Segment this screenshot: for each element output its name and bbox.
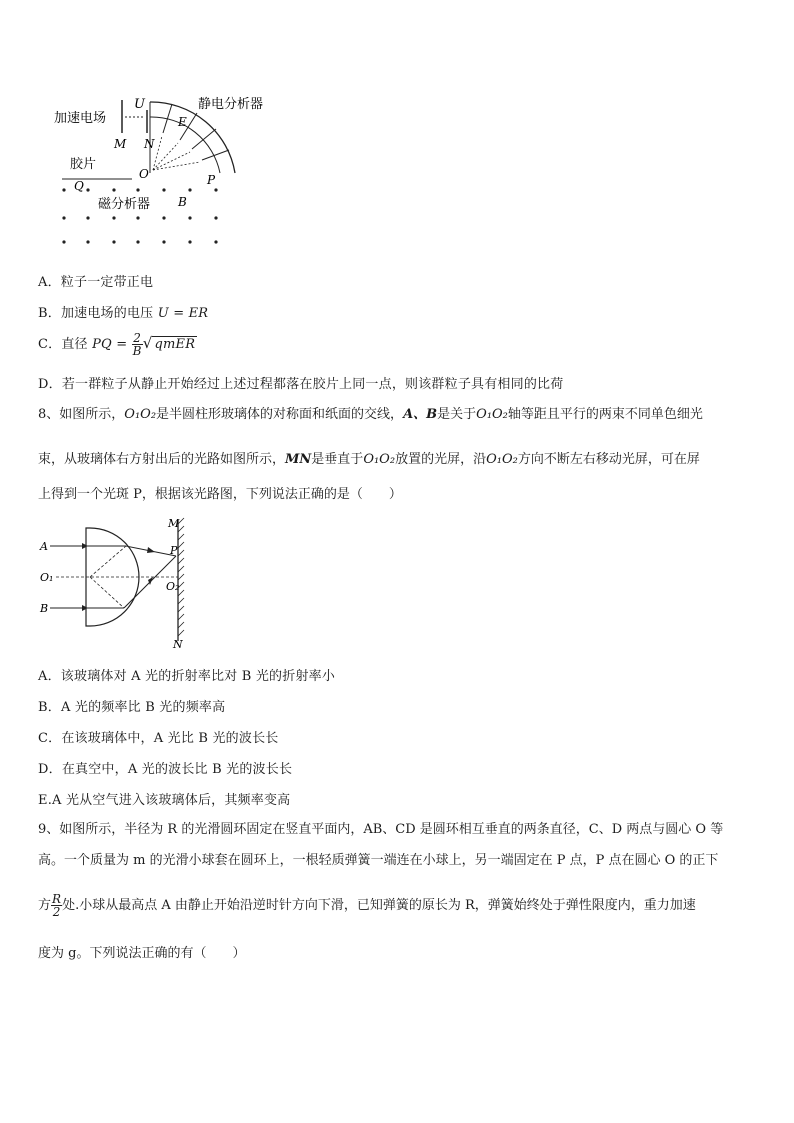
sqrt-sign: √ (142, 334, 153, 352)
label-e: E (178, 115, 187, 129)
label-msa: 磁分析器 (98, 197, 151, 212)
label-b: B (40, 602, 49, 615)
q7-option-b-formula: U = ER (157, 306, 209, 321)
label-m: M (168, 517, 180, 530)
q8-option-a: A．该玻璃体对 A 光的折射率比对 B 光的折射率小 (38, 669, 336, 684)
q8-option-b: B．A 光的频率比 B 光的频率高 (38, 700, 226, 715)
q8-text: 如图所示， (59, 407, 125, 422)
label-b: B (178, 195, 187, 209)
label-a: A (40, 540, 48, 553)
axis-o1o2: O₁O₂ (363, 452, 396, 467)
q9-line-3 (38, 893, 696, 918)
q7-option-c-radicand: qmER (154, 337, 196, 352)
screen-mn: MN (285, 452, 312, 467)
axis-o1o2: O₁O₂ (486, 452, 518, 467)
q8-text: 轴等距且平行的两束不同单色细光 (507, 407, 703, 422)
fraction-numerator: 2 (133, 331, 142, 345)
fraction-denominator: 2 (52, 905, 61, 919)
label-n: N (173, 638, 183, 650)
q7-option-a: A．粒子一定带正电 (38, 275, 154, 290)
label-m: M (114, 137, 127, 151)
label-o1: O₁ (40, 571, 54, 584)
q9-text: 处.小球从最高点 A 由静止开始沿逆时针方向下滑，已知弹簧的原长为 R，弹簧始终处于弹性限度内，重力加速 (62, 898, 696, 913)
figure-mass-spectrometer (50, 88, 300, 253)
axis-o1o2: O₁O₂ (124, 407, 157, 422)
q7-option-b (38, 302, 208, 321)
radii-dashed (153, 136, 200, 170)
label-o: O (139, 167, 149, 181)
label-u: U (134, 97, 145, 112)
fraction-numerator: R (52, 892, 62, 906)
label-p: P (207, 173, 216, 187)
q8-option-e: E.A 光从空气进入该玻璃体后，其频率变高 (38, 793, 291, 808)
q8-text: 方向不断左右移动光屏，可在屏 (517, 452, 700, 467)
question-number: 9、 (38, 822, 60, 837)
analyzer-outer-arc (150, 102, 235, 173)
q9-line-1 (38, 820, 723, 840)
question-number: 8、 (38, 407, 60, 422)
q8-line-2 (38, 450, 700, 470)
q7-option-b-text: B．加速电场的电压 (38, 306, 154, 321)
q7-option-c-lhs: PQ = (92, 337, 128, 352)
label-p: P (170, 544, 178, 557)
q9-line-4: 度为 g。下列说法正确的有（ ） (38, 946, 246, 961)
q7-option-d: D．若一群粒子从静止开始经过上述过程都落在胶片上同一点，则该群粒子具有相同的比荷 (38, 377, 564, 392)
q7-option-c-fraction (132, 332, 143, 357)
label-o2: O₂ (166, 580, 180, 593)
field-arrows (163, 104, 229, 160)
beams-ab: A、B (403, 407, 438, 422)
q8-text: 是垂直于 (311, 452, 364, 467)
q9-text: 方 (38, 898, 52, 913)
q7-option-c-text: C．直径 (38, 337, 88, 352)
fraction-denominator: B (132, 344, 142, 358)
label-n: N (144, 137, 155, 151)
q8-text: 是半圆柱形玻璃体的对称面和纸面的交线， (156, 407, 404, 422)
q9-line-2: 高。一个质量为 m 的光滑小球套在圆环上，一根轻质弹簧一端连在小球上，另一端固定在 P 点，P 点在圆心 O 的正下 (38, 853, 719, 868)
q8-option-d: D．在真空中，A 光的波长比 B 光的波长长 (38, 762, 293, 777)
q8-text: 束，从玻璃体右方射出后的光路如图所示， (38, 452, 286, 467)
q9-fraction (51, 893, 62, 918)
label-q: Q (74, 179, 84, 193)
q8-line-1 (38, 405, 703, 425)
figure-glass-prism (36, 516, 196, 650)
q8-text: 放置的光屏，沿 (395, 452, 487, 467)
q8-line-3: 上得到一个光斑 P，根据该光路图，下列说法正确的是（ ） (38, 487, 402, 502)
axis-o1o2: O₁O₂ (476, 407, 508, 422)
q9-text: 如图所示，半径为 R 的光滑圆环固定在竖直平面内，AB、CD 是圆环相互垂直的两条直径，C、D 两点与圆心 O 等 (59, 822, 724, 837)
q7-option-c (38, 332, 197, 357)
q8-option-c: C．在该玻璃体中，A 光比 B 光的波长长 (38, 731, 279, 746)
label-accel: 加速电场 (54, 111, 107, 126)
label-film: 胶片 (70, 157, 97, 172)
q8-text: 是关于 (437, 407, 477, 422)
label-esa: 静电分析器 (198, 97, 264, 112)
